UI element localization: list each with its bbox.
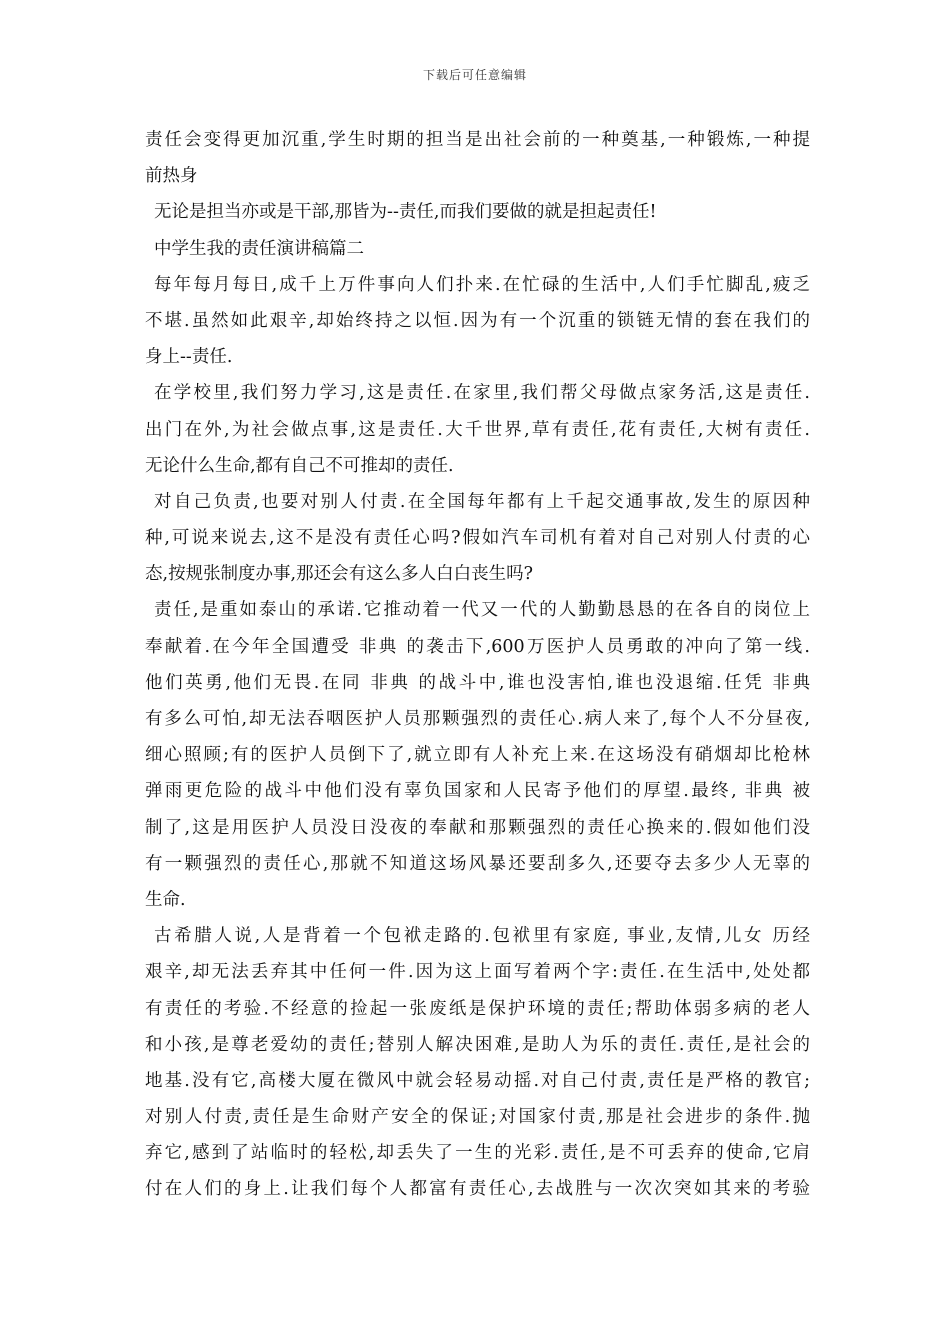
text-line: 细心照顾;有的医护人员倒下了,就立即有人补充上来.在这场没有硝烟却比枪林 [145, 745, 810, 766]
text-line: 生命. [145, 889, 186, 910]
text-line: 奉献着.在今年全国遭受 非典 的袭击下,600万医护人员勇敢的冲向了第一线. [145, 636, 810, 657]
text-line: 无论是担当亦或是干部,那皆为--责任,而我们要做的就是担起责任! [154, 202, 657, 223]
text-line: 不堪.虽然如此艰辛,却始终持之以恒.因为有一个沉重的锁链无情的套在我们的 [145, 310, 810, 331]
text-line: 有多么可怕,却无法吞咽医护人员那颗强烈的责任心.病人来了,每个人不分昼夜, [145, 709, 810, 729]
text-line: 前热身 [145, 166, 198, 187]
text-line: 对自己负责,也要对别人付责.在全国每年都有上千起交通事故,发生的原因种 [154, 491, 810, 512]
text-line: 对别人付责,责任是生命财产安全的保证;对国家付责,那是社会进步的条件.抛 [145, 1107, 810, 1128]
text-line: 弹雨更危险的战斗中他们没有辜负国家和人民寄予他们的厚望.最终, 非典 被 [145, 781, 810, 802]
text-line: 有一颗强烈的责任心,那就不知道这场风暴还要刮多久,还要夺去多少人无辜的 [145, 853, 810, 874]
text-line: 艰辛,却无法丢弃其中任何一件.因为这上面写着两个字:责任.在生活中,处处都 [145, 962, 810, 983]
text-line: 态,按规张制度办事,那还会有这么多人白白丧生吗? [145, 564, 534, 585]
text-line: 制了,这是用医护人员没日没夜的奉献和那颗强烈的责任心换来的.假如他们没 [145, 817, 810, 838]
section-heading: 中学生我的责任演讲稿篇二 [154, 238, 364, 259]
text-line: 每年每月每日,成千上万件事向人们扑来.在忙碌的生活中,人们手忙脚乱,疲乏 [154, 274, 810, 295]
text-line: 身上--责任. [145, 347, 233, 368]
page-header: 下载后可任意编辑 [422, 68, 527, 82]
text-line: 古希腊人说,人是背着一个包袱走路的.包袱里有家庭, 事业,友情,儿女 历经 [154, 926, 810, 947]
text-line: 在学校里,我们努力学习,这是责任.在家里,我们帮父母做点家务活,这是责任. [154, 383, 810, 404]
text-line: 出门在外,为社会做点事,这是责任.大千世界,草有责任,花有责任,大树有责任. [145, 419, 810, 440]
document-body [145, 122, 810, 1208]
text-line: 付在人们的身上.让我们每个人都富有责任心,去战胜与一次次突如其来的考验 [145, 1179, 810, 1200]
text-line: 有责任的考验.不经意的捡起一张废纸是保护环境的责任;帮助体弱多病的老人 [145, 998, 810, 1019]
text-line: 和小孩,是尊老爱幼的责任;替别人解决困难,是助人为乐的责任.责任,是社会的 [145, 1034, 810, 1055]
text-line: 弃它,感到了站临时的轻松,却丢失了一生的光彩.责任,是不可丢弃的使命,它肩 [145, 1143, 810, 1164]
text-line: 责任会变得更加沉重,学生时期的担当是出社会前的一种奠基,一种锻炼,一种提 [145, 130, 810, 150]
text-line: 地基.没有它,高楼大厦在微风中就会轻易动摇.对自己付责,责任是严格的教官; [145, 1070, 810, 1091]
text-line: 责任,是重如泰山的承诺.它推动着一代又一代的人勤勤恳恳的在各自的岗位上 [154, 600, 810, 621]
text-line: 种,可说来说去,这不是没有责任心吗?假如汽车司机有着对自己对别人付责的心 [145, 528, 810, 549]
text-line: 他们英勇,他们无畏.在同 非典 的战斗中,谁也没害怕,谁也没退缩.任凭 非典 [145, 672, 810, 693]
text-line: 无论什么生命,都有自己不可推却的责任. [145, 455, 454, 476]
